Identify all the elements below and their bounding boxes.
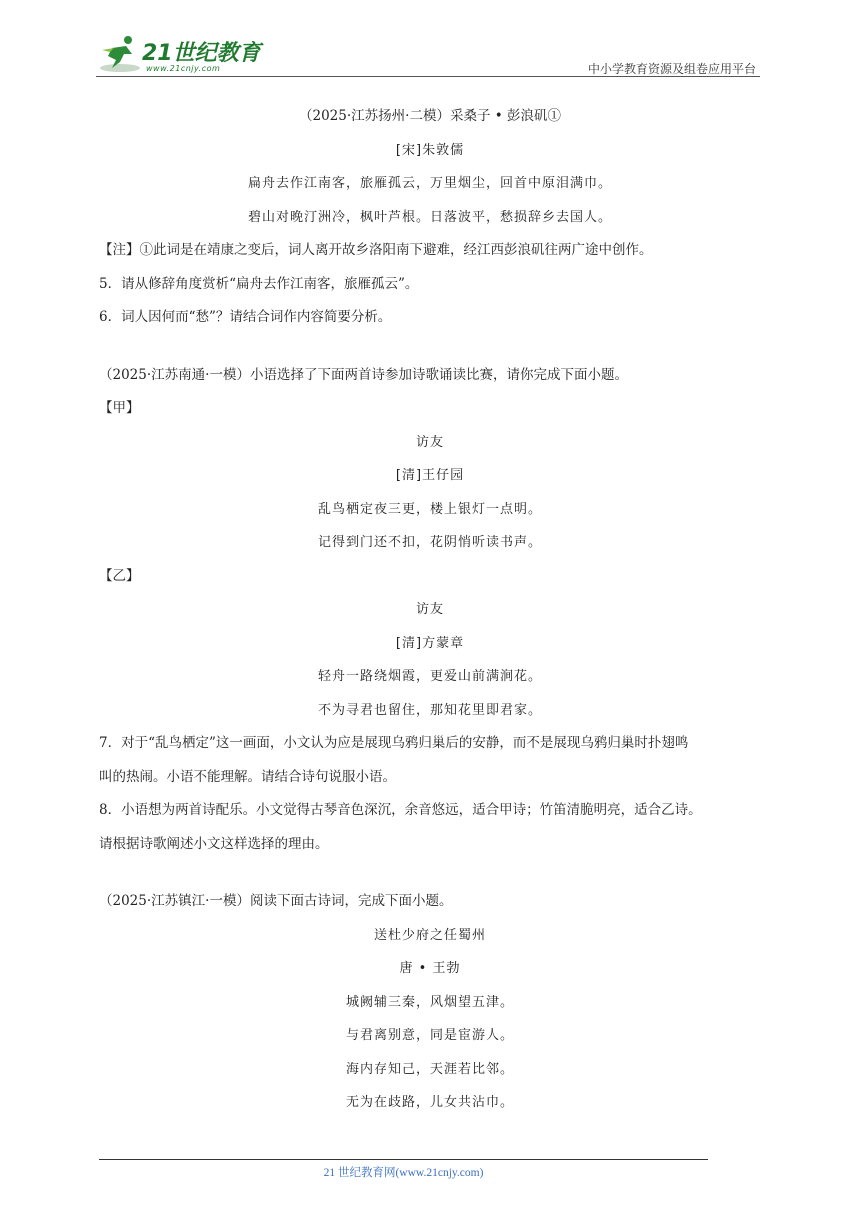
poem-title: 送杜少府之任蜀州	[373, 927, 486, 943]
poem-line: 乱鸟栖定夜三更，楼上银灯一点明。	[317, 501, 542, 517]
poem-author: [清]方蒙章	[395, 635, 465, 651]
poem-line: 城阙辅三秦，风烟望五津。	[345, 994, 514, 1010]
logo-text: 21世纪教育	[142, 41, 261, 66]
poem-author: [宋]朱敦儒	[395, 142, 465, 158]
site-logo[interactable]	[96, 34, 296, 74]
poem-line: 碧山对晚汀洲冷，枫叶芦根。日落波平，愁损辞乡去国人。	[247, 209, 612, 225]
poem-title: 访友	[415, 602, 444, 617]
platform-name: 中小学教育资源及组卷应用平台	[587, 62, 756, 76]
section-gap	[99, 861, 761, 885]
poem-line: 轻舟一路绕烟霞，更爱山前满涧花。	[317, 669, 542, 684]
question-8-cont: 请根据诗歌阐述小文这样选择的理由。	[99, 835, 329, 852]
section-intro: （2025·江苏镇江·一模）阅读下面古诗词，完成下面小题。	[99, 893, 453, 909]
document-body	[99, 100, 761, 1120]
question-6: 6．词人因何而“愁”？请结合词作内容简要分析。	[99, 309, 392, 325]
poem-line: 不为寻君也留住，那知花里即君家。	[317, 702, 542, 718]
footer-divider	[99, 1159, 708, 1160]
question-8: 8．小语想为两首诗配乐。小文觉得古琴音色深沉，余音悠远，适合甲诗；竹笛清脆明亮，适合乙诗。	[99, 802, 702, 818]
poem-label-yi: 【乙】	[99, 567, 140, 584]
footer-link[interactable]: 21 世纪教育网(www.21cnjy.com)	[323, 1167, 484, 1179]
logo-url: www.21cnjy.com	[146, 64, 221, 73]
question-7-cont: 叫的热闹。小语不能理解。请结合诗句说服小语。	[99, 768, 396, 785]
poem-note: 【注】①此词是在靖康之变后，词人离开故乡洛阳南下避难，经江西彭浪矶往两广途中创作。	[99, 242, 653, 258]
poem-author: [清]王仔园	[395, 468, 465, 483]
poem-label-jia: 【甲】	[99, 400, 140, 416]
page-header	[96, 30, 760, 78]
runner-logo-icon	[98, 34, 146, 74]
section-gap	[99, 335, 761, 359]
question-5: 5．请从修辞角度赏析“扁舟去作江南客，旅雁孤云”。	[99, 275, 419, 292]
poem-line: 扁舟去作江南客，旅雁孤云，万里烟尘，回首中原泪满巾。	[247, 176, 612, 191]
question-7: 7．对于“乱鸟栖定”这一画面，小文认为应是展现乌鸦归巢后的安静，而不是展现乌鸦归巢时扑翅鸣	[99, 735, 689, 751]
poem-title: （2025·江苏扬州·二模）采桑子 • 彭浪矶①	[299, 108, 561, 124]
poem-line: 记得到门还不扣，花阴悄听读书声。	[317, 535, 542, 550]
poem-title: 访友	[415, 434, 444, 450]
header-divider	[96, 76, 760, 77]
poem-line: 与君离别意，同是宦游人。	[345, 1028, 514, 1043]
poem-author: 唐 • 王勃	[399, 961, 461, 976]
poem-line: 无为在歧路，儿女共沾巾。	[345, 1095, 514, 1110]
poem-line: 海内存知己，天涯若比邻。	[345, 1061, 514, 1077]
section-intro: （2025·江苏南通·一模）小语选择了下面两首诗参加诗歌诵读比赛，请你完成下面小题。	[99, 366, 628, 383]
